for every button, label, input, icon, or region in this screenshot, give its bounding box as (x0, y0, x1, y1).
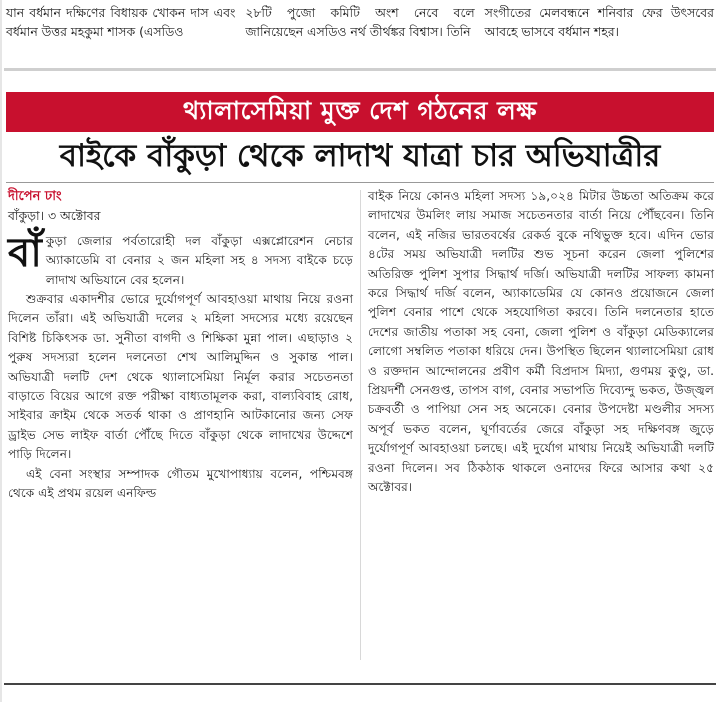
bottom-rule (4, 683, 716, 685)
paragraph-lead-text: কুড়া জেলার পর্বতারোহী দল বাঁকুড়া এক্সপ্লোরেশন নেচার অ্যাকাডেমি বা বেনার ২ জন মহিলা সহ ৪ সদস্য বাইকে চড়ে লাদাখ অভিযানে বের হলেন। (45, 233, 353, 287)
article-column-right (368, 187, 714, 667)
headline: বাইকে বাঁকুড়া থেকে লাদাখ যাত্রা চার অভিযাত্রীর (59, 138, 661, 174)
headline-rule (6, 182, 714, 183)
paragraph: এই বেনা সংস্থার সম্পাদক গৌতম মুখোপাধ্যায় বলেন, পশ্চিমবঙ্গ থেকে এই প্রথম রয়েল এনফিল্ড (8, 466, 353, 501)
kicker-banner: থ্যালাসেমিয়া মুক্ত দেশ গঠনের লক্ষ (6, 92, 714, 132)
column-divider (360, 190, 361, 660)
paragraph: বাইক নিয়ে কোনও মহিলা সদস্য ১৯,০২৪ মিটার উচ্চতা অতিক্রম করে লাদাখের উমলিং লায় সমাজ সচেতনতার বার্তা নিয়ে পৌঁছবেন। তিনি বলেন, এই নজির ভারতবর্ষের রেকর্ড বুকে নথিভুক্ত হবে। এদিন ভোর ৪টের সময় অভিযাত্রী দলটির শুভ সূচনা করেন জেলা পুলিশের অতিরিক্ত পুলিশ সুপার সিদ্ধার্থ দর্জি। অভিযাত্রী দলটির সাফল্য কামনা করে সিদ্ধার্থ দর্জি বলেন, অ্যাকাডেমির যে কোনও প্রয়োজনে জেলা পুলিশ বেনার পাশে থেকে সহযোগিতা করবে। তিনি দলনেতার হাতে দেশের জাতীয় পতাকা সহ বেনা, জেলা পুলিশ ও বাঁকুড়া মেডিক্যালের লোগো সম্বলিত পতাকা ধরিয়ে দেন। উপস্থিত ছিলেন থ্যালাসেমিয়া রোধ ও রক্তদান আন্দোলনের প্রবীণ কর্মী বিপ্রদাস মিদ্যা, গুণময় কুণ্ডু, ডা. প্রিয়দর্শী সেনগুপ্ত, তাপস বাগ, বেনার সভাপতি দিব্যেন্দু ভকত, উজ্জ্বল চক্রবর্তী ও পাপিয়া সেন সহ অনেকে। বেনার উপদেষ্টা মণ্ডলীর সদস্য অপূর্ব ভকত বলেন, ঘূর্ণাবর্তের জেরে বাঁকুড়া সহ দক্ষিণবঙ্গ জুড়ে দুর্যোগপূর্ণ আবহাওয়া চলছে। এই দুর্যোগ মাথায় নিয়েই অভিযাত্রী দলটি রওনা দিলেন। সব ঠিকঠাক থাকলে ওনাদের ফিরে আসার কথা ২৫ অক্টোবর। (368, 189, 714, 495)
dateline: বাঁকুড়া। ৩ অক্টোবর (8, 208, 101, 224)
top-column-2-text: ২৮টি পুজো কমিটি অংশ নেবে বলে জানিয়েছেন এসডিও নর্থ তীর্থঙ্কর বিশ্বাস। তিনি (245, 5, 475, 39)
byline: দীপেন ঢাং (8, 189, 62, 204)
drop-cap: বাঁ (8, 229, 42, 276)
section-divider (4, 68, 716, 71)
article-column-left (8, 187, 353, 667)
top-column-3-text: সংগীতের মেলবন্ধনে শনিবার ফের উৎসবের আবহে ভাসবে বর্ধমান শহর। (484, 5, 714, 39)
paragraph-lead (8, 229, 353, 290)
previous-article-tail (6, 4, 714, 60)
top-column-1-text: যান বর্ধমান দক্ষিণের বিধায়ক খোকন দাস এবং বর্ধমান উত্তর মহকুমা শাসক (এসডিও (6, 5, 236, 39)
top-column-1 (6, 4, 235, 60)
top-column-3 (485, 4, 714, 60)
top-column-2 (245, 4, 474, 60)
paragraph: শুক্রবার একাদশীর ভোরে দুর্যোগপূর্ণ আবহাওয়া মাথায় নিয়ে রওনা দিলেন তাঁরা। এই অভিযাত্রী দলের ২ মহিলা সদস্যের মধ্যে রয়েছেন বিশিষ্ট চিকিৎসক ডা. সুনীতা বাগদী ও শিক্ষিকা মুন্না পাল। এছাড়াও ২ পুরুষ সদস্যরা হলেন দলনেতা শেখ আলিমুদ্দিন ও সুকান্ত পাল। অভিযাত্রী দলটি দেশ থেকে থ্যালাসেমিয়া নির্মূল করার সচেতনতা বাড়াতে বিয়ের আগে রক্ত পরীক্ষা বাধ্যতামূলক করা, বাল্যবিবাহ রোধ, সাইবার ক্রাইম থেকে সতর্ক থাকা ও প্রাণহানি আটকানোর জন্য সেফ ড্রাইভ সেভ লাইফ বার্তা পৌঁছে দিতে বাঁকুড়া থেকে লাদাখের উদ্দেশে পাড়ি দিলেন। (8, 292, 353, 462)
page-edge (0, 0, 2, 702)
